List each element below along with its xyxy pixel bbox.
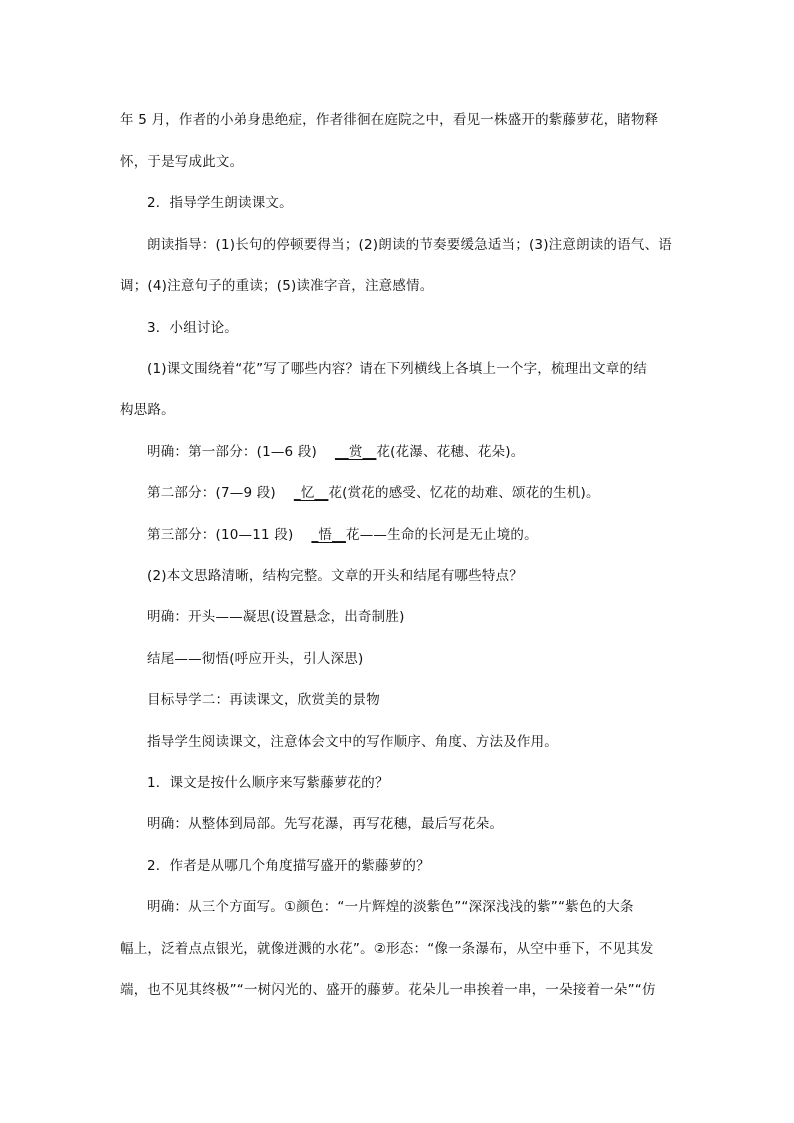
paragraph-line: 2．指导学生朗读课文。 (147, 195, 293, 211)
section-heading: 目标导学二：再读课文，欣赏美的景物 (147, 692, 380, 708)
paragraph-line: 调；(4)注意句子的重读；(5)读准字音，注意感情。 (120, 278, 434, 294)
paragraph-line: 明确：从三个方面写。①颜色：“一片辉煌的淡紫色”“深深浅浅的紫”“紫色的大条 (147, 899, 634, 915)
paragraph-line: 结尾——彻悟(呼应开头，引人深思) (147, 651, 364, 667)
paragraph-line: 明确：开头——凝思(设置悬念，出奇制胜) (147, 609, 405, 625)
paragraph-line: 2．作者是从哪几个角度描写盛开的紫藤萝的？ (147, 858, 430, 874)
answer-part-three: 第三部分：(10—11 段) _悟__花——生命的长河是无止境的。 (147, 527, 538, 543)
paragraph-line: 3．小组讨论。 (147, 320, 238, 336)
paragraph-line: 明确：从整体到局部。先写花瀑，再写花穗，最后写花朵。 (147, 816, 504, 832)
paragraph-line: 幅上，泛着点点银光，就像迸溅的水花”。②形态：“像一条瀑布，从空中垂下，不见其发 (120, 941, 654, 957)
fill-blank: _悟__ (311, 527, 347, 543)
paragraph-line: 年 5 月，作者的小弟身患绝症，作者徘徊在庭院之中，看见一株盛开的紫藤萝花，睹物释 (120, 112, 659, 128)
paragraph-line: 朗读指导：(1)长句的停顿要得当；(2)朗读的节奏要缓急适当；(3)注意朗读的语气、语 (147, 237, 672, 253)
answer-part-two: 第二部分：(7—9 段) _忆__花(赏花的感受、忆花的劫难、颂花的生机)。 (147, 485, 600, 501)
paragraph-line: (2)本文思路清晰，结构完整。文章的开头和结尾有哪些特点？ (147, 568, 523, 584)
fill-blank: _忆__ (293, 485, 329, 501)
paragraph-line: 怀，于是写成此文。 (120, 154, 244, 170)
paragraph-line: 1．课文是按什么顺序来写紫藤萝花的？ (147, 775, 389, 791)
paragraph-line: 指导学生阅读课文，注意体会文中的写作顺序、角度、方法及作用。 (147, 734, 558, 750)
paragraph-line: 构思路。 (120, 402, 175, 418)
fill-blank: __赏__ (334, 444, 377, 460)
answer-part-one: 明确：第一部分：(1—6 段) __赏__花(花瀑、花穗、花朵)。 (147, 444, 525, 460)
paragraph-line: (1)课文围绕着“花”写了哪些内容？请在下列横线上各填上一个字，梳理出文章的结 (147, 361, 647, 377)
paragraph-line: 端，也不见其终极”“一树闪光的、盛开的藤萝。花朵儿一串挨着一串，一朵接着一朵”“仿 (120, 982, 656, 998)
